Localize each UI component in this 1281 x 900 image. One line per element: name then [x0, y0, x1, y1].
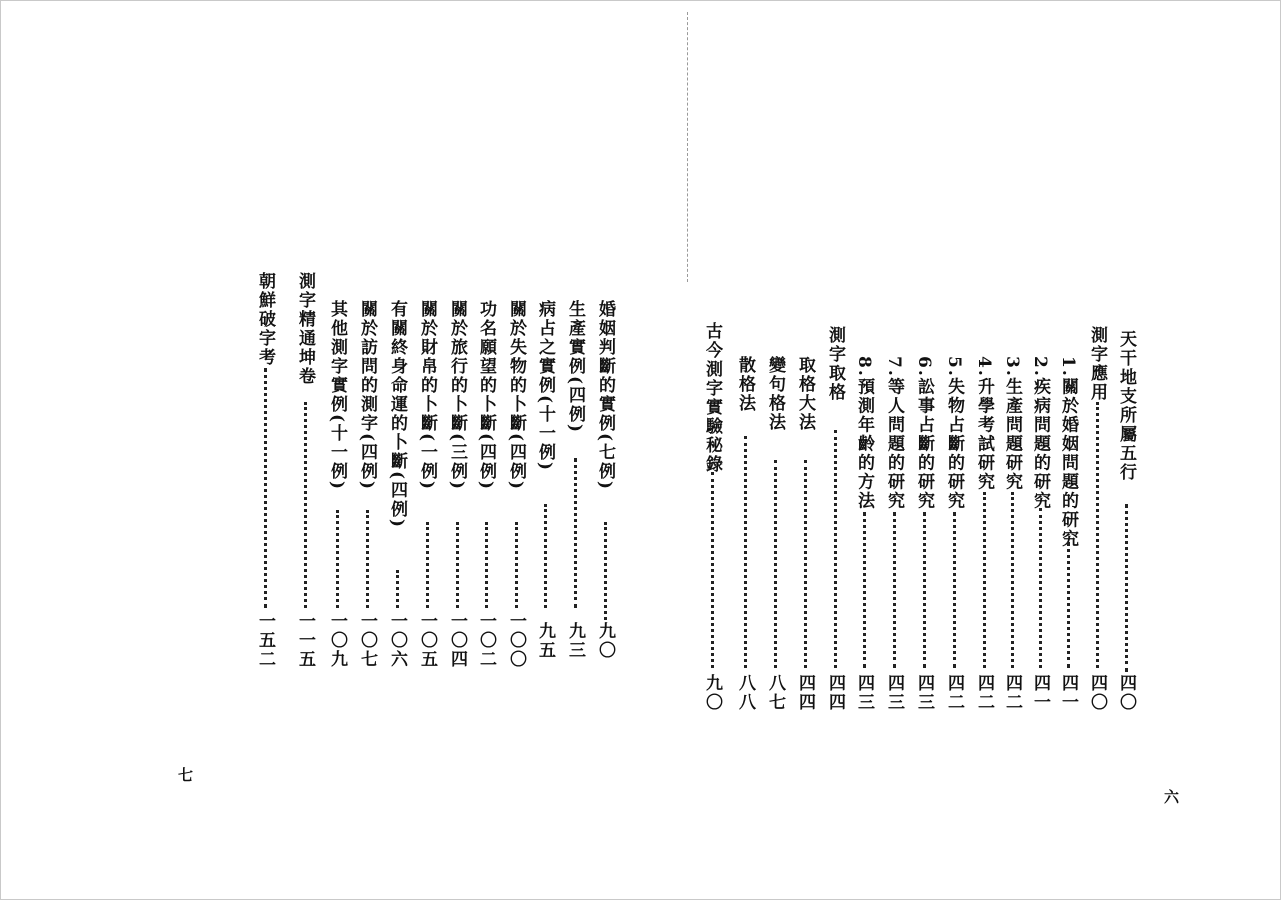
toc-entry-page: 四二: [944, 674, 964, 712]
toc-entry-page: 一〇七: [357, 612, 377, 669]
toc-entry-title: 關於旅行的卜斷(三例): [447, 300, 467, 492]
leader-dots: [366, 510, 369, 608]
leader-dots: [1011, 492, 1014, 668]
toc-entry-title: 古今測字實驗秘錄: [702, 322, 722, 474]
toc-entry-page: 四二: [974, 674, 994, 712]
leader-dots: [863, 512, 866, 668]
toc-entry-page: 四〇: [1087, 674, 1107, 712]
toc-entry-page: 一一五: [295, 612, 315, 669]
toc-entry-title: 婚姻判斷的實例(七例): [595, 300, 615, 492]
toc-entry-page: 八八: [735, 674, 755, 712]
leader-dots: [983, 492, 986, 668]
page-number: 六: [1164, 788, 1180, 806]
toc-entry-page: 四三: [854, 674, 874, 712]
toc-entry-page: 一〇五: [417, 612, 437, 669]
toc-entry-title: 取格大法: [795, 356, 815, 432]
leader-dots: [1096, 402, 1099, 668]
leader-dots: [834, 430, 837, 668]
toc-entry-title: 病占之實例(十一例): [535, 300, 555, 473]
toc-entry-title: 變句格法: [765, 356, 785, 432]
toc-entry-title: 有關終身命運的卜斷(四例): [387, 300, 407, 530]
toc-entry-page: 一〇二: [476, 612, 496, 669]
leader-dots: [456, 522, 459, 608]
leader-dots: [426, 522, 429, 608]
toc-entry-title: 2.疾病問題的研究: [1030, 356, 1050, 511]
toc-entry-title: 功名願望的卜斷(四例): [476, 300, 496, 492]
toc-entry-title: 6.訟事占斷的研究: [914, 356, 934, 511]
toc-entry-page: 九〇: [595, 622, 615, 660]
left-page: [0, 0, 640, 900]
leader-dots: [396, 570, 399, 608]
toc-entry-title: 測字精通坤卷: [295, 272, 315, 386]
toc-entry-title: 其他測字實例(十一例): [327, 300, 347, 492]
leader-dots: [774, 460, 777, 668]
toc-entry-title: 生產實例(四例): [565, 300, 585, 435]
toc-entry-page: 一五二: [255, 612, 275, 669]
leader-dots: [1039, 508, 1042, 668]
leader-dots: [744, 436, 747, 668]
leader-dots: [485, 522, 488, 608]
toc-entry-page: 四三: [914, 674, 934, 712]
toc-entry-title: 5.失物占斷的研究: [944, 356, 964, 511]
toc-entry-page: 一〇四: [447, 612, 467, 669]
toc-entry-title: 8.預測年齡的方法: [854, 356, 874, 511]
leader-dots: [304, 402, 307, 608]
toc-entry-title: 測字取格: [825, 326, 845, 402]
toc-entry-page: 一〇九: [327, 612, 347, 669]
toc-entry-title: 關於財帛的卜斷(一例): [417, 300, 437, 492]
toc-entry-page: 八七: [765, 674, 785, 712]
toc-entry-page: 四二: [1002, 674, 1022, 712]
toc-entry-page: 四一: [1058, 674, 1078, 712]
toc-entry-page: 四四: [795, 674, 815, 712]
leader-dots: [893, 512, 896, 668]
toc-entry-title: 關於失物的卜斷(四例): [506, 300, 526, 492]
page-number: 七: [178, 766, 194, 784]
leader-dots: [336, 510, 339, 608]
toc-entry-title: 朝鮮破字考: [255, 272, 275, 367]
leader-dots: [804, 460, 807, 668]
toc-entry-title: 天干地支所屬五行: [1116, 330, 1136, 482]
leader-dots: [574, 458, 577, 608]
toc-entry-page: 四一: [1030, 674, 1050, 712]
toc-entry-title: 4.升學考試研究: [974, 356, 994, 492]
toc-entry-title: 散格法: [735, 356, 755, 413]
leader-dots: [604, 522, 607, 620]
leader-dots: [711, 472, 714, 668]
leader-dots: [544, 504, 547, 608]
toc-entry-page: 九三: [565, 622, 585, 660]
toc-entry-title: 7.等人問題的研究: [884, 356, 904, 511]
leader-dots: [1125, 504, 1128, 672]
leader-dots: [264, 368, 267, 608]
toc-entry-page: 四四: [825, 674, 845, 712]
toc-entry-page: 一〇六: [387, 612, 407, 669]
right-page: [641, 0, 1281, 900]
leader-dots: [923, 512, 926, 668]
toc-entry-page: 四三: [884, 674, 904, 712]
leader-dots: [1067, 542, 1070, 668]
toc-entry-page: 四〇: [1116, 674, 1136, 712]
toc-entry-page: 九〇: [702, 674, 722, 712]
toc-entry-title: 3.生產問題研究: [1002, 356, 1022, 492]
toc-entry-page: 九五: [535, 622, 555, 660]
toc-entry-page: 一〇〇: [506, 612, 526, 669]
toc-entry-title: 關於訪問的測字(四例): [357, 300, 377, 492]
toc-entry-title: 測字應用: [1087, 326, 1107, 402]
toc-entry-title: 1.關於婚姻問題的研究: [1058, 356, 1078, 549]
leader-dots: [515, 522, 518, 608]
leader-dots: [953, 512, 956, 668]
